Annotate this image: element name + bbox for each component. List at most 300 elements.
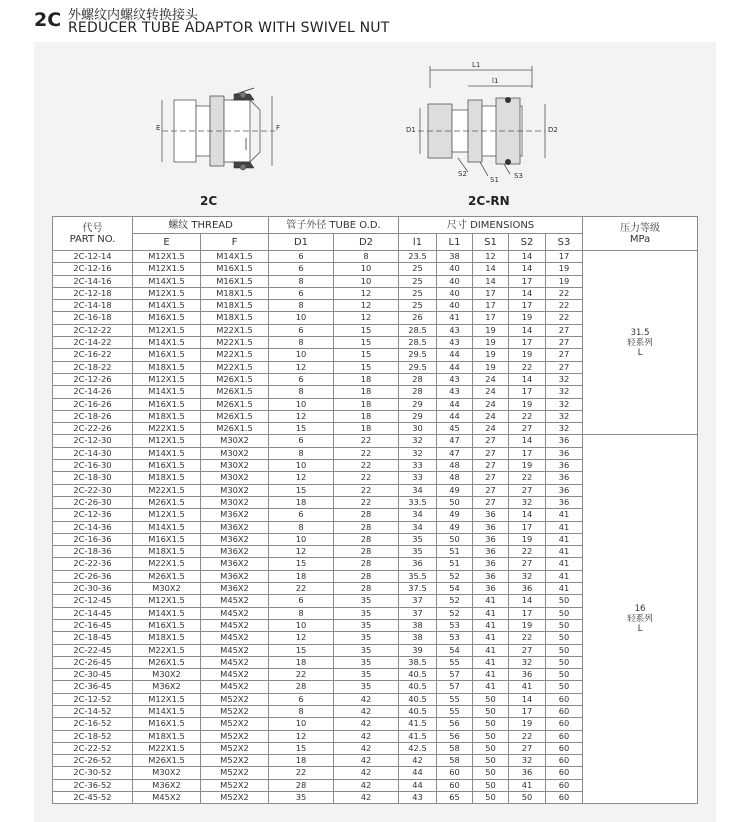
- table-cell: 38: [399, 632, 437, 644]
- table-cell: 37: [399, 595, 437, 607]
- table-cell: 10: [269, 349, 334, 361]
- table-row: [53, 435, 698, 447]
- table-cell: 41: [473, 619, 509, 631]
- table-cell: 14: [509, 287, 546, 299]
- table-cell: 18: [269, 496, 334, 508]
- table-cell: 29.5: [399, 361, 437, 373]
- table-cell: M18X1.5: [201, 300, 269, 312]
- table-cell: 27: [509, 644, 546, 656]
- pressure-rating-cell: 31.5 轻系列 L: [583, 251, 698, 435]
- table-cell: 15: [269, 742, 334, 754]
- table-cell: 41: [509, 779, 546, 791]
- table-cell: 27: [473, 447, 509, 459]
- table-cell: M45X2: [201, 632, 269, 644]
- table-cell: 25: [399, 263, 437, 275]
- table-cell: 28: [399, 386, 437, 398]
- table-cell: 36: [473, 521, 509, 533]
- table-cell: 33.5: [399, 496, 437, 508]
- table-cell: 32: [546, 423, 583, 435]
- table-cell: 15: [269, 423, 334, 435]
- table-cell: 60: [546, 792, 583, 804]
- table-cell: 19: [509, 349, 546, 361]
- table-cell: 17: [509, 607, 546, 619]
- table-cell: 22: [546, 300, 583, 312]
- table-cell: 2C-12-52: [53, 693, 133, 705]
- table-cell: 60: [437, 767, 473, 779]
- table-cell: M18X1.5: [133, 546, 201, 558]
- table-cell: 8: [334, 251, 399, 263]
- table-cell: 25: [399, 275, 437, 287]
- table-cell: 6: [269, 595, 334, 607]
- table-cell: 15: [334, 337, 399, 349]
- table-cell: 50: [473, 767, 509, 779]
- table-cell: 36: [509, 767, 546, 779]
- table-cell: 34: [399, 509, 437, 521]
- table-cell: M18X1.5: [133, 361, 201, 373]
- table-cell: 28: [269, 779, 334, 791]
- table-cell: 8: [269, 447, 334, 459]
- label-2c-rn: 2C-RN: [468, 194, 510, 208]
- table-cell: 2C-18-36: [53, 546, 133, 558]
- table-cell: 22: [509, 472, 546, 484]
- table-cell: 50: [473, 705, 509, 717]
- table-cell: 17: [509, 447, 546, 459]
- table-cell: 18: [334, 423, 399, 435]
- table-cell: 28: [334, 558, 399, 570]
- table-cell: 37.5: [399, 583, 437, 595]
- table-cell: 18: [334, 410, 399, 422]
- table-cell: 35: [399, 546, 437, 558]
- table-cell: 6: [269, 251, 334, 263]
- table-cell: 41: [546, 583, 583, 595]
- table-cell: M30X2: [201, 496, 269, 508]
- dim-e: E: [156, 124, 161, 132]
- table-cell: M16X1.5: [133, 460, 201, 472]
- drawing-2c-rn: [400, 58, 570, 183]
- table-cell: 41.5: [399, 730, 437, 742]
- table-cell: 50: [473, 693, 509, 705]
- table-cell: 26: [399, 312, 437, 324]
- table-cell: 65: [437, 792, 473, 804]
- table-cell: 50: [437, 533, 473, 545]
- table-cell: 60: [546, 742, 583, 754]
- table-cell: M14X1.5: [133, 521, 201, 533]
- table-cell: 60: [546, 693, 583, 705]
- table-cell: 33: [399, 472, 437, 484]
- table-cell: 22: [334, 447, 399, 459]
- table-cell: 36: [546, 435, 583, 447]
- table-cell: 28: [334, 583, 399, 595]
- table-cell: 38.5: [399, 656, 437, 668]
- table-cell: 2C-14-26: [53, 386, 133, 398]
- table-cell: 19: [509, 398, 546, 410]
- table-cell: 10: [269, 619, 334, 631]
- table-cell: 10: [269, 312, 334, 324]
- table-cell: M45X2: [133, 792, 201, 804]
- table-cell: 41: [473, 607, 509, 619]
- table-cell: M12X1.5: [133, 287, 201, 299]
- table-cell: 42: [334, 718, 399, 730]
- table-cell: 15: [269, 484, 334, 496]
- table-cell: 12: [269, 410, 334, 422]
- table-cell: M52X2: [201, 718, 269, 730]
- table-cell: 57: [437, 681, 473, 693]
- spec-table-body: [53, 251, 698, 804]
- table-cell: M12X1.5: [133, 693, 201, 705]
- table-cell: 24: [473, 398, 509, 410]
- table-cell: 50: [546, 644, 583, 656]
- dim-s1: S1: [490, 176, 499, 183]
- table-cell: M36X2: [201, 570, 269, 582]
- table-cell: M26X1.5: [201, 410, 269, 422]
- table-cell: 32: [509, 570, 546, 582]
- table-cell: 2C-18-26: [53, 410, 133, 422]
- table-cell: 6: [269, 373, 334, 385]
- table-cell: 22: [334, 435, 399, 447]
- table-cell: M45X2: [201, 619, 269, 631]
- table-cell: M36X2: [201, 509, 269, 521]
- table-cell: 2C-12-14: [53, 251, 133, 263]
- table-cell: 34: [399, 484, 437, 496]
- table-cell: 50: [546, 656, 583, 668]
- table-cell: 17: [509, 275, 546, 287]
- table-cell: 60: [546, 730, 583, 742]
- table-cell: 50: [473, 779, 509, 791]
- table-cell: 28: [334, 570, 399, 582]
- dim-s2: S2: [458, 170, 467, 178]
- table-cell: M26X1.5: [133, 755, 201, 767]
- table-cell: 2C-18-30: [53, 472, 133, 484]
- table-cell: M52X2: [201, 705, 269, 717]
- table-cell: 2C-22-52: [53, 742, 133, 754]
- table-cell: M36X2: [133, 779, 201, 791]
- spec-table: [52, 216, 698, 804]
- table-cell: 36: [546, 447, 583, 459]
- table-cell: 15: [334, 324, 399, 336]
- table-cell: 41: [546, 558, 583, 570]
- table-cell: M52X2: [201, 730, 269, 742]
- table-cell: 6: [269, 435, 334, 447]
- table-cell: 19: [473, 349, 509, 361]
- table-cell: 42: [334, 779, 399, 791]
- table-cell: 41: [546, 533, 583, 545]
- title-chinese: 外螺纹内螺纹转换接头: [68, 8, 199, 23]
- table-cell: M22X1.5: [133, 742, 201, 754]
- table-cell: 2C-12-45: [53, 595, 133, 607]
- table-cell: M12X1.5: [133, 435, 201, 447]
- table-cell: 36: [473, 558, 509, 570]
- table-cell: 2C-16-18: [53, 312, 133, 324]
- table-cell: 28: [269, 681, 334, 693]
- table-cell: M26X1.5: [201, 423, 269, 435]
- table-cell: 2C-36-52: [53, 779, 133, 791]
- table-cell: 36: [473, 570, 509, 582]
- table-cell: 42: [334, 792, 399, 804]
- table-cell: M16X1.5: [133, 398, 201, 410]
- table-cell: 2C-18-22: [53, 361, 133, 373]
- table-cell: 35: [269, 792, 334, 804]
- table-cell: M14X1.5: [133, 337, 201, 349]
- table-cell: 6: [269, 287, 334, 299]
- table-cell: M26X1.5: [133, 656, 201, 668]
- table-cell: 55: [437, 705, 473, 717]
- table-cell: 14: [509, 263, 546, 275]
- table-cell: 15: [334, 361, 399, 373]
- table-cell: 47: [437, 435, 473, 447]
- table-cell: 34: [399, 521, 437, 533]
- table-cell: 32: [399, 447, 437, 459]
- table-cell: M30X2: [133, 583, 201, 595]
- table-cell: M30X2: [133, 767, 201, 779]
- table-cell: 22: [546, 312, 583, 324]
- table-cell: 2C-26-30: [53, 496, 133, 508]
- table-cell: 40: [437, 287, 473, 299]
- table-cell: 22: [334, 472, 399, 484]
- table-cell: 45: [437, 423, 473, 435]
- table-cell: 37: [399, 607, 437, 619]
- table-cell: 27: [546, 361, 583, 373]
- table-cell: M52X2: [201, 693, 269, 705]
- table-cell: 18: [269, 570, 334, 582]
- table-cell: 2C-26-45: [53, 656, 133, 668]
- table-cell: 22: [269, 669, 334, 681]
- table-cell: 22: [509, 632, 546, 644]
- table-cell: 60: [437, 779, 473, 791]
- table-cell: 55: [437, 656, 473, 668]
- table-cell: 2C-18-52: [53, 730, 133, 742]
- dim-l1-lower: l1: [492, 77, 499, 85]
- header-e: E: [133, 234, 201, 251]
- table-cell: 14: [509, 435, 546, 447]
- table-cell: 40.5: [399, 669, 437, 681]
- table-cell: 12: [473, 251, 509, 263]
- table-cell: 2C-18-45: [53, 632, 133, 644]
- table-cell: 44: [437, 410, 473, 422]
- table-cell: M26X1.5: [133, 496, 201, 508]
- table-cell: M36X2: [201, 558, 269, 570]
- table-cell: M22X1.5: [133, 484, 201, 496]
- header-d1: D1: [269, 234, 334, 251]
- table-cell: M14X1.5: [133, 447, 201, 459]
- table-cell: 50: [473, 718, 509, 730]
- table-cell: M22X1.5: [201, 324, 269, 336]
- table-cell: 22: [546, 287, 583, 299]
- table-cell: M14X1.5: [201, 251, 269, 263]
- table-cell: M16X1.5: [201, 263, 269, 275]
- table-cell: M45X2: [201, 669, 269, 681]
- table-cell: 58: [437, 755, 473, 767]
- table-cell: 8: [269, 386, 334, 398]
- table-cell: 17: [546, 251, 583, 263]
- table-cell: M26X1.5: [201, 398, 269, 410]
- table-cell: 29.5: [399, 349, 437, 361]
- table-cell: 2C-12-36: [53, 509, 133, 521]
- table-cell: 35: [334, 669, 399, 681]
- table-cell: 36: [473, 533, 509, 545]
- table-cell: 60: [546, 767, 583, 779]
- table-cell: 32: [546, 398, 583, 410]
- dim-d1: D1: [406, 126, 416, 134]
- header-l1: L1: [437, 234, 473, 251]
- table-cell: 22: [269, 767, 334, 779]
- table-cell: M45X2: [201, 656, 269, 668]
- table-cell: 50: [546, 619, 583, 631]
- table-cell: 41: [546, 546, 583, 558]
- table-cell: 27: [546, 349, 583, 361]
- table-cell: M18X1.5: [201, 312, 269, 324]
- header-f: F: [201, 234, 269, 251]
- table-cell: 25: [399, 300, 437, 312]
- table-cell: 28: [334, 521, 399, 533]
- table-cell: M12X1.5: [133, 263, 201, 275]
- table-cell: M30X2: [201, 472, 269, 484]
- table-cell: M45X2: [201, 595, 269, 607]
- table-cell: 2C-12-18: [53, 287, 133, 299]
- table-cell: 25: [399, 287, 437, 299]
- table-cell: 2C-16-52: [53, 718, 133, 730]
- table-cell: 27: [509, 423, 546, 435]
- table-cell: M36X2: [201, 533, 269, 545]
- table-cell: M26X1.5: [133, 570, 201, 582]
- table-cell: 43: [399, 792, 437, 804]
- dim-f: F: [276, 124, 281, 132]
- table-cell: 48: [437, 472, 473, 484]
- table-cell: 43: [437, 324, 473, 336]
- table-cell: 41: [473, 669, 509, 681]
- table-cell: 35: [334, 681, 399, 693]
- table-cell: 50: [546, 632, 583, 644]
- table-cell: 35: [334, 632, 399, 644]
- table-cell: 12: [269, 632, 334, 644]
- table-cell: 36: [473, 583, 509, 595]
- table-cell: 17: [509, 300, 546, 312]
- table-cell: 27: [473, 435, 509, 447]
- table-cell: 10: [334, 263, 399, 275]
- table-cell: 52: [437, 570, 473, 582]
- table-cell: 50: [473, 730, 509, 742]
- table-cell: M14X1.5: [133, 275, 201, 287]
- table-cell: 50: [546, 681, 583, 693]
- table-cell: 51: [437, 546, 473, 558]
- table-cell: 35: [334, 656, 399, 668]
- table-cell: 48: [437, 460, 473, 472]
- table-cell: 14: [473, 263, 509, 275]
- table-cell: 44: [437, 398, 473, 410]
- table-cell: 8: [269, 300, 334, 312]
- table-cell: 15: [269, 644, 334, 656]
- table-cell: 52: [437, 595, 473, 607]
- table-cell: 40: [437, 263, 473, 275]
- table-cell: 10: [269, 460, 334, 472]
- table-cell: 43: [437, 386, 473, 398]
- table-cell: 36: [509, 669, 546, 681]
- table-cell: 19: [473, 324, 509, 336]
- table-cell: 19: [473, 337, 509, 349]
- table-cell: 49: [437, 484, 473, 496]
- table-cell: 2C-16-45: [53, 619, 133, 631]
- table-cell: 40.5: [399, 693, 437, 705]
- table-cell: M16X1.5: [133, 349, 201, 361]
- table-cell: 10: [269, 398, 334, 410]
- table-cell: 44: [399, 767, 437, 779]
- table-cell: 28: [334, 533, 399, 545]
- table-cell: 19: [509, 460, 546, 472]
- table-cell: M45X2: [201, 607, 269, 619]
- table-cell: 14: [509, 693, 546, 705]
- table-cell: 22: [334, 484, 399, 496]
- table-cell: 35: [334, 644, 399, 656]
- table-cell: M52X2: [201, 792, 269, 804]
- table-cell: 2C-22-45: [53, 644, 133, 656]
- table-cell: 27: [473, 484, 509, 496]
- table-cell: 54: [437, 583, 473, 595]
- table-cell: 43: [437, 337, 473, 349]
- table-cell: M26X1.5: [201, 386, 269, 398]
- table-cell: 18: [269, 656, 334, 668]
- header-pressure: 压力等级 MPa: [583, 217, 698, 251]
- dim-s3: S3: [514, 172, 523, 180]
- table-cell: 42: [334, 742, 399, 754]
- table-cell: 24: [473, 410, 509, 422]
- table-cell: 2C-16-30: [53, 460, 133, 472]
- table-cell: 58: [437, 742, 473, 754]
- dim-l1-upper: L1: [472, 61, 481, 69]
- table-cell: 41: [473, 644, 509, 656]
- table-cell: 35: [399, 533, 437, 545]
- series-code: 2C: [34, 9, 62, 31]
- table-cell: 36: [473, 546, 509, 558]
- header-s1: S1: [473, 234, 509, 251]
- table-cell: 30: [399, 423, 437, 435]
- table-cell: 32: [509, 656, 546, 668]
- table-cell: 10: [334, 275, 399, 287]
- table-cell: M30X2: [201, 484, 269, 496]
- table-cell: 42.5: [399, 742, 437, 754]
- table-cell: 24: [473, 386, 509, 398]
- table-cell: 42: [399, 755, 437, 767]
- table-cell: 27: [509, 742, 546, 754]
- table-cell: 39: [399, 644, 437, 656]
- table-cell: 8: [269, 607, 334, 619]
- table-cell: 12: [269, 546, 334, 558]
- table-cell: 41: [473, 681, 509, 693]
- table-cell: 22: [509, 361, 546, 373]
- table-cell: 14: [509, 595, 546, 607]
- table-cell: 41: [546, 521, 583, 533]
- table-cell: 27: [473, 496, 509, 508]
- table-cell: 27: [509, 558, 546, 570]
- table-cell: M45X2: [201, 644, 269, 656]
- table-cell: M14X1.5: [133, 386, 201, 398]
- table-cell: M26X1.5: [201, 373, 269, 385]
- table-cell: 38: [437, 251, 473, 263]
- table-cell: 14: [509, 509, 546, 521]
- table-cell: 38: [399, 619, 437, 631]
- table-cell: 28.5: [399, 337, 437, 349]
- table-cell: 44: [437, 349, 473, 361]
- table-cell: 19: [546, 275, 583, 287]
- header-d2: D2: [334, 234, 399, 251]
- table-cell: M12X1.5: [133, 595, 201, 607]
- table-cell: 12: [334, 312, 399, 324]
- table-cell: 19: [509, 312, 546, 324]
- table-cell: 50: [473, 755, 509, 767]
- table-cell: 18: [334, 373, 399, 385]
- table-cell: 12: [334, 287, 399, 299]
- table-cell: M18X1.5: [201, 287, 269, 299]
- header-dimensions: 尺寸 DIMENSIONS: [399, 217, 583, 234]
- table-cell: M14X1.5: [133, 300, 201, 312]
